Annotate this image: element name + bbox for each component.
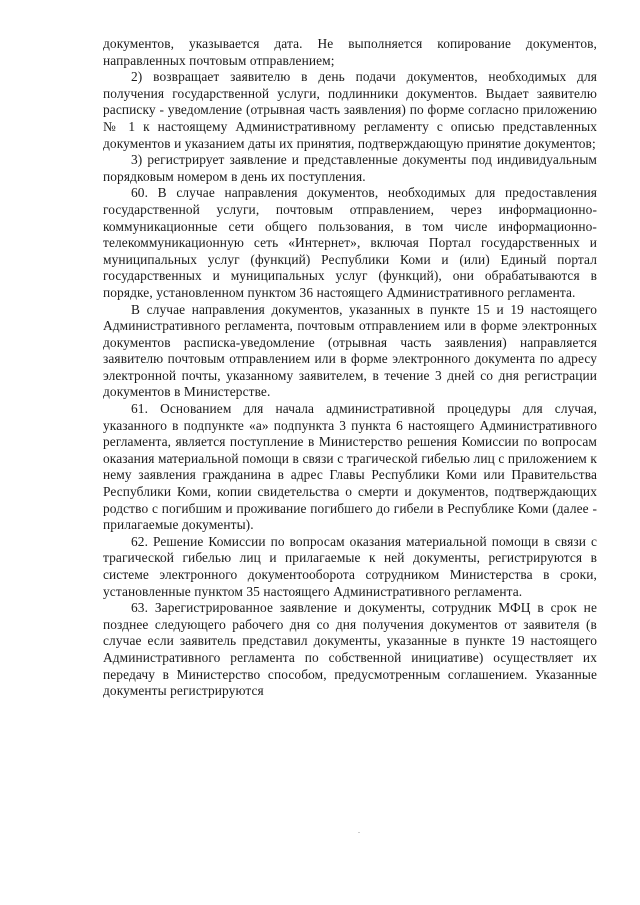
paragraph-continuation: документов, указывается дата. Не выполняется копирование документов, направленных почтовым отправлением; <box>103 36 597 68</box>
paragraph-62: 62. Решение Комиссии по вопросам оказания материальной помощи в связи с трагической гибелью лиц и прилагаемые к ней документы, регистрируются в системе электронного документооборота сотрудником Министерства в сроки, установленные пунктом 35 настоящего Административного регламента. <box>103 533 597 599</box>
document-page <box>103 36 597 700</box>
paragraph-63: 63. Зарегистрированное заявление и документы, сотрудник МФЦ в срок не позднее следующего рабочего дня со дня получения документов от заявителя (в случае если заявитель представил документы, указанные в пункте 19 настоящего Административного регламента по собственной инициативе) осуществляет их передачу в Министерство способом, предусмотренным соглашением. Указанные документы регистрируются <box>103 600 597 699</box>
paragraph-61: 61. Основанием для начала административной процедуры для случая, указанного в подпункте «а» подпункта 3 пункта 6 настоящего Административного регламента, является поступление в Министерство решения Комиссии по вопросам оказания материальной помощи в связи с трагической гибелью лиц с приложением к нему заявления гражданина в адрес Главы Республики Коми или Правительства Республики Коми, копии свидетельства о смерти и документов, подтверждающих родство с погибшим и проживание погибшего до гибели в Республике Коми (далее - прилагаемые документы). <box>103 401 597 533</box>
paragraph-60-continued: В случае направления документов, указанных в пункте 15 и 19 настоящего Административного регламента, почтовым отправлением или в форме электронных документов расписка-уведомление (отрывная часть заявления) направляется заявителю почтовым отправлением или в форме электронного документа по адресу электронной почты, указанному заявителем, в течение 3 дней со дня регистрации документов в Министерстве. <box>103 301 597 400</box>
paragraph-item-3: 3) регистрирует заявление и представленные документы под индивидуальным порядковым номером в день их поступления. <box>103 152 597 184</box>
paragraph-60: 60. В случае направления документов, необходимых для предоставления государственной услуги, почтовым отправлением, через информационно-коммуникационные сети общего пользования, в том числе информационно-телекоммуникационную сеть «Интернет», включая Портал государственных и муниципальных услуг (функций) Республики Коми и (или) Единый портал государственных и муниципальных услуг (функций), они обрабатываются в порядке, установленном пунктом 36 настоящего Административного регламента. <box>103 185 597 300</box>
paragraph-item-2: 2) возвращает заявителю в день подачи документов, необходимых для получения государственной услуги, подлинники документов. Выдает заявителю расписку - уведомление (отрывная часть заявления) по форме согласно приложению № 1 к настоящему Административному регламенту с описью представленных документов и указанием даты их принятия, подтверждающую принятие документов; <box>103 69 597 151</box>
scan-speck <box>358 832 360 833</box>
